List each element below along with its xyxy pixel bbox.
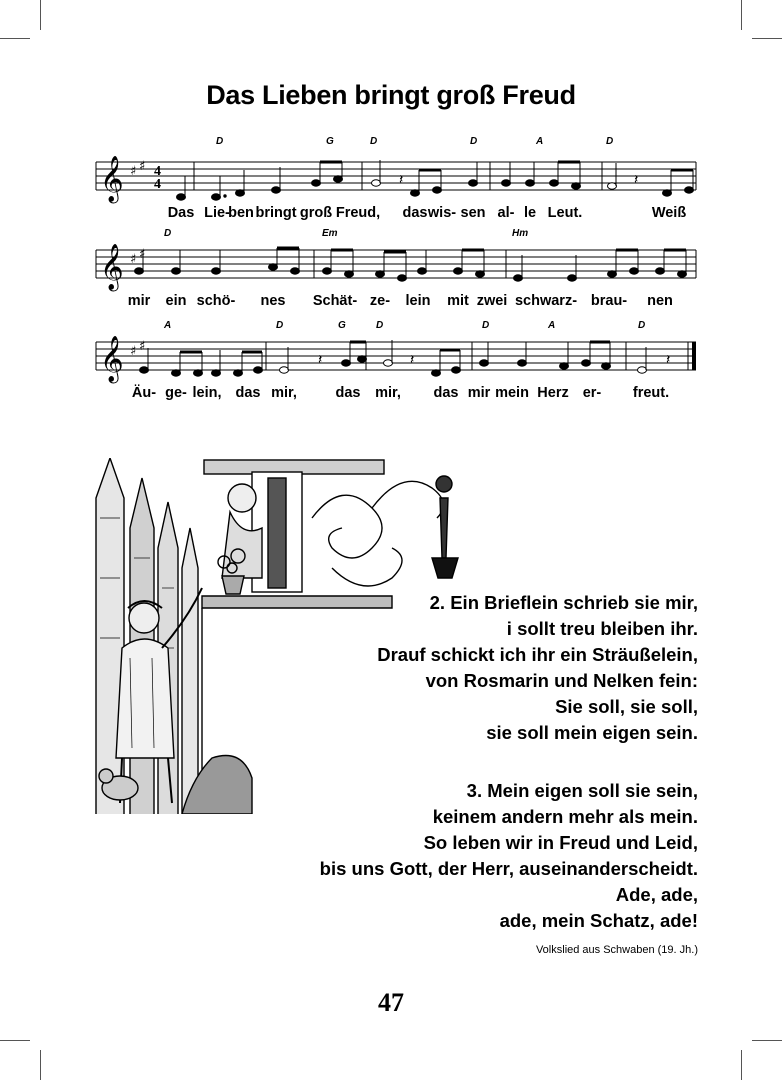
song-title: Das Lieben bringt groß Freud — [206, 80, 576, 110]
lyric-syllable: schö- — [196, 293, 236, 309]
svg-text:♯: ♯ — [130, 252, 137, 267]
lyric-syllable: mir, — [271, 385, 297, 401]
lyric-syllable: sen — [460, 205, 486, 221]
svg-text:♯: ♯ — [139, 247, 146, 262]
svg-text:4: 4 — [154, 164, 161, 179]
chord-symbol: D — [376, 320, 384, 331]
lyric-syllable: nen — [647, 293, 673, 309]
lyric-syllable: al- — [497, 205, 515, 221]
verse-line: i sollt treu bleiben ihr. — [506, 618, 698, 639]
verse-line: ade, mein Schatz, ade! — [499, 910, 698, 931]
crop-mark — [752, 1040, 782, 1041]
chord-symbol: D — [370, 136, 378, 147]
chord-symbol: D — [606, 136, 614, 147]
lyric-syllable: mir — [467, 385, 491, 401]
svg-text:𝄞: 𝄞 — [100, 336, 124, 382]
chord-symbol: G — [326, 136, 334, 147]
verse-line: keinem andern mehr als mein. — [432, 806, 698, 827]
svg-text:♯: ♯ — [139, 159, 146, 174]
crop-mark — [0, 1040, 30, 1041]
lyric-syllable: ze- — [369, 293, 391, 309]
crop-mark — [0, 38, 30, 39]
lyric-syllable: groß — [299, 205, 333, 221]
lyric-syllable: le — [523, 205, 537, 221]
chord-symbol: A — [536, 136, 544, 147]
chord-symbol: D — [276, 320, 284, 331]
lyric-syllable: Äu- — [131, 385, 157, 401]
music-system-3 — [92, 320, 698, 416]
verse-line: 3. Mein eigen soll sie sein, — [466, 780, 698, 801]
lyric-syllable: das — [335, 385, 361, 401]
lyric-syllable: das — [235, 385, 261, 401]
verse-line: Drauf schickt ich ihr ein Sträußelein, — [377, 644, 698, 665]
chord-symbol: G — [338, 320, 346, 331]
svg-text:𝄽: 𝄽 — [410, 352, 415, 368]
lyric-syllable: zwei — [476, 293, 508, 309]
chord-symbol: A — [164, 320, 172, 331]
lyric-syllable: wis- — [427, 205, 457, 221]
lyric-syllable: mir — [127, 293, 151, 309]
svg-text:𝄽: 𝄽 — [318, 352, 323, 368]
crop-mark — [40, 1050, 41, 1080]
verse-line: So leben wir in Freud und Leid, — [423, 832, 698, 853]
lyric-syllable: das — [433, 385, 459, 401]
svg-text:𝄞: 𝄞 — [100, 156, 124, 202]
svg-text:𝄽: 𝄽 — [666, 352, 671, 368]
crop-mark — [741, 1050, 742, 1080]
verse-2 — [377, 590, 698, 746]
lyric-syllable: ein — [165, 293, 187, 309]
lyric-syllable: mein — [495, 385, 529, 401]
lyric-syllable: Schät- — [312, 293, 358, 309]
crop-mark — [40, 0, 41, 30]
lyric-syllable: ge- — [165, 385, 187, 401]
svg-text:♯: ♯ — [130, 164, 137, 179]
verse-line: 2. Ein Brieflein schrieb sie mir, — [429, 592, 698, 613]
svg-text:𝄞: 𝄞 — [100, 244, 124, 290]
music-system-2 — [92, 228, 698, 324]
song-credit: Volkslied aus Schwaben (19. Jh.) — [535, 944, 698, 956]
lyric-syllable: nes — [260, 293, 286, 309]
chord-symbol: D — [482, 320, 490, 331]
verse-line: bis uns Gott, der Herr, auseinanderscheidt. — [319, 858, 698, 879]
verse-line: Ade, ade, — [615, 884, 698, 905]
lyric-syllable: bringt — [255, 205, 297, 221]
lyric-syllable: Freud, — [335, 205, 381, 221]
chord-symbol: D — [470, 136, 478, 147]
lyric-syllable: Das — [167, 205, 195, 221]
lyric-syllable: schwarz- — [514, 293, 578, 309]
lyric-syllable: brau- — [590, 293, 628, 309]
lyric-syllable: lein, — [192, 385, 222, 401]
svg-text:♯: ♯ — [139, 339, 146, 354]
svg-text:𝄽: 𝄽 — [399, 172, 404, 188]
music-system-1 — [92, 136, 698, 232]
lyric-syllable: mit — [447, 293, 469, 309]
chord-symbol: D — [164, 228, 172, 239]
chord-symbol: D — [216, 136, 224, 147]
verse-line: Sie soll, sie soll, — [555, 696, 698, 717]
chord-symbol: Hm — [512, 228, 529, 239]
lyric-syllable: ben — [228, 205, 254, 221]
crop-mark — [752, 38, 782, 39]
lyric-syllable: das — [402, 205, 428, 221]
lyric-syllable: er- — [582, 385, 602, 401]
chord-symbol: A — [548, 320, 556, 331]
lyric-syllable: Lie- — [204, 205, 230, 221]
chord-symbol: D — [638, 320, 646, 331]
lyric-syllable: Herz — [537, 385, 569, 401]
lyric-syllable: lein — [405, 293, 431, 309]
page-number: 47 — [378, 988, 404, 1017]
verse-line: von Rosmarin und Nelken fein: — [425, 670, 698, 691]
lyric-syllable: Leut. — [547, 205, 583, 221]
lyric-syllable: mir, — [375, 385, 401, 401]
lyric-syllable: freut. — [632, 385, 670, 401]
verse-3 — [320, 778, 698, 934]
svg-text:♯: ♯ — [130, 344, 137, 359]
chord-symbol: Em — [322, 228, 338, 239]
svg-text:𝄽: 𝄽 — [634, 172, 639, 188]
verse-line: sie soll mein eigen sein. — [486, 722, 698, 743]
svg-text:4: 4 — [154, 177, 161, 192]
crop-mark — [741, 0, 742, 30]
lyric-syllable: Weiß — [651, 205, 687, 221]
